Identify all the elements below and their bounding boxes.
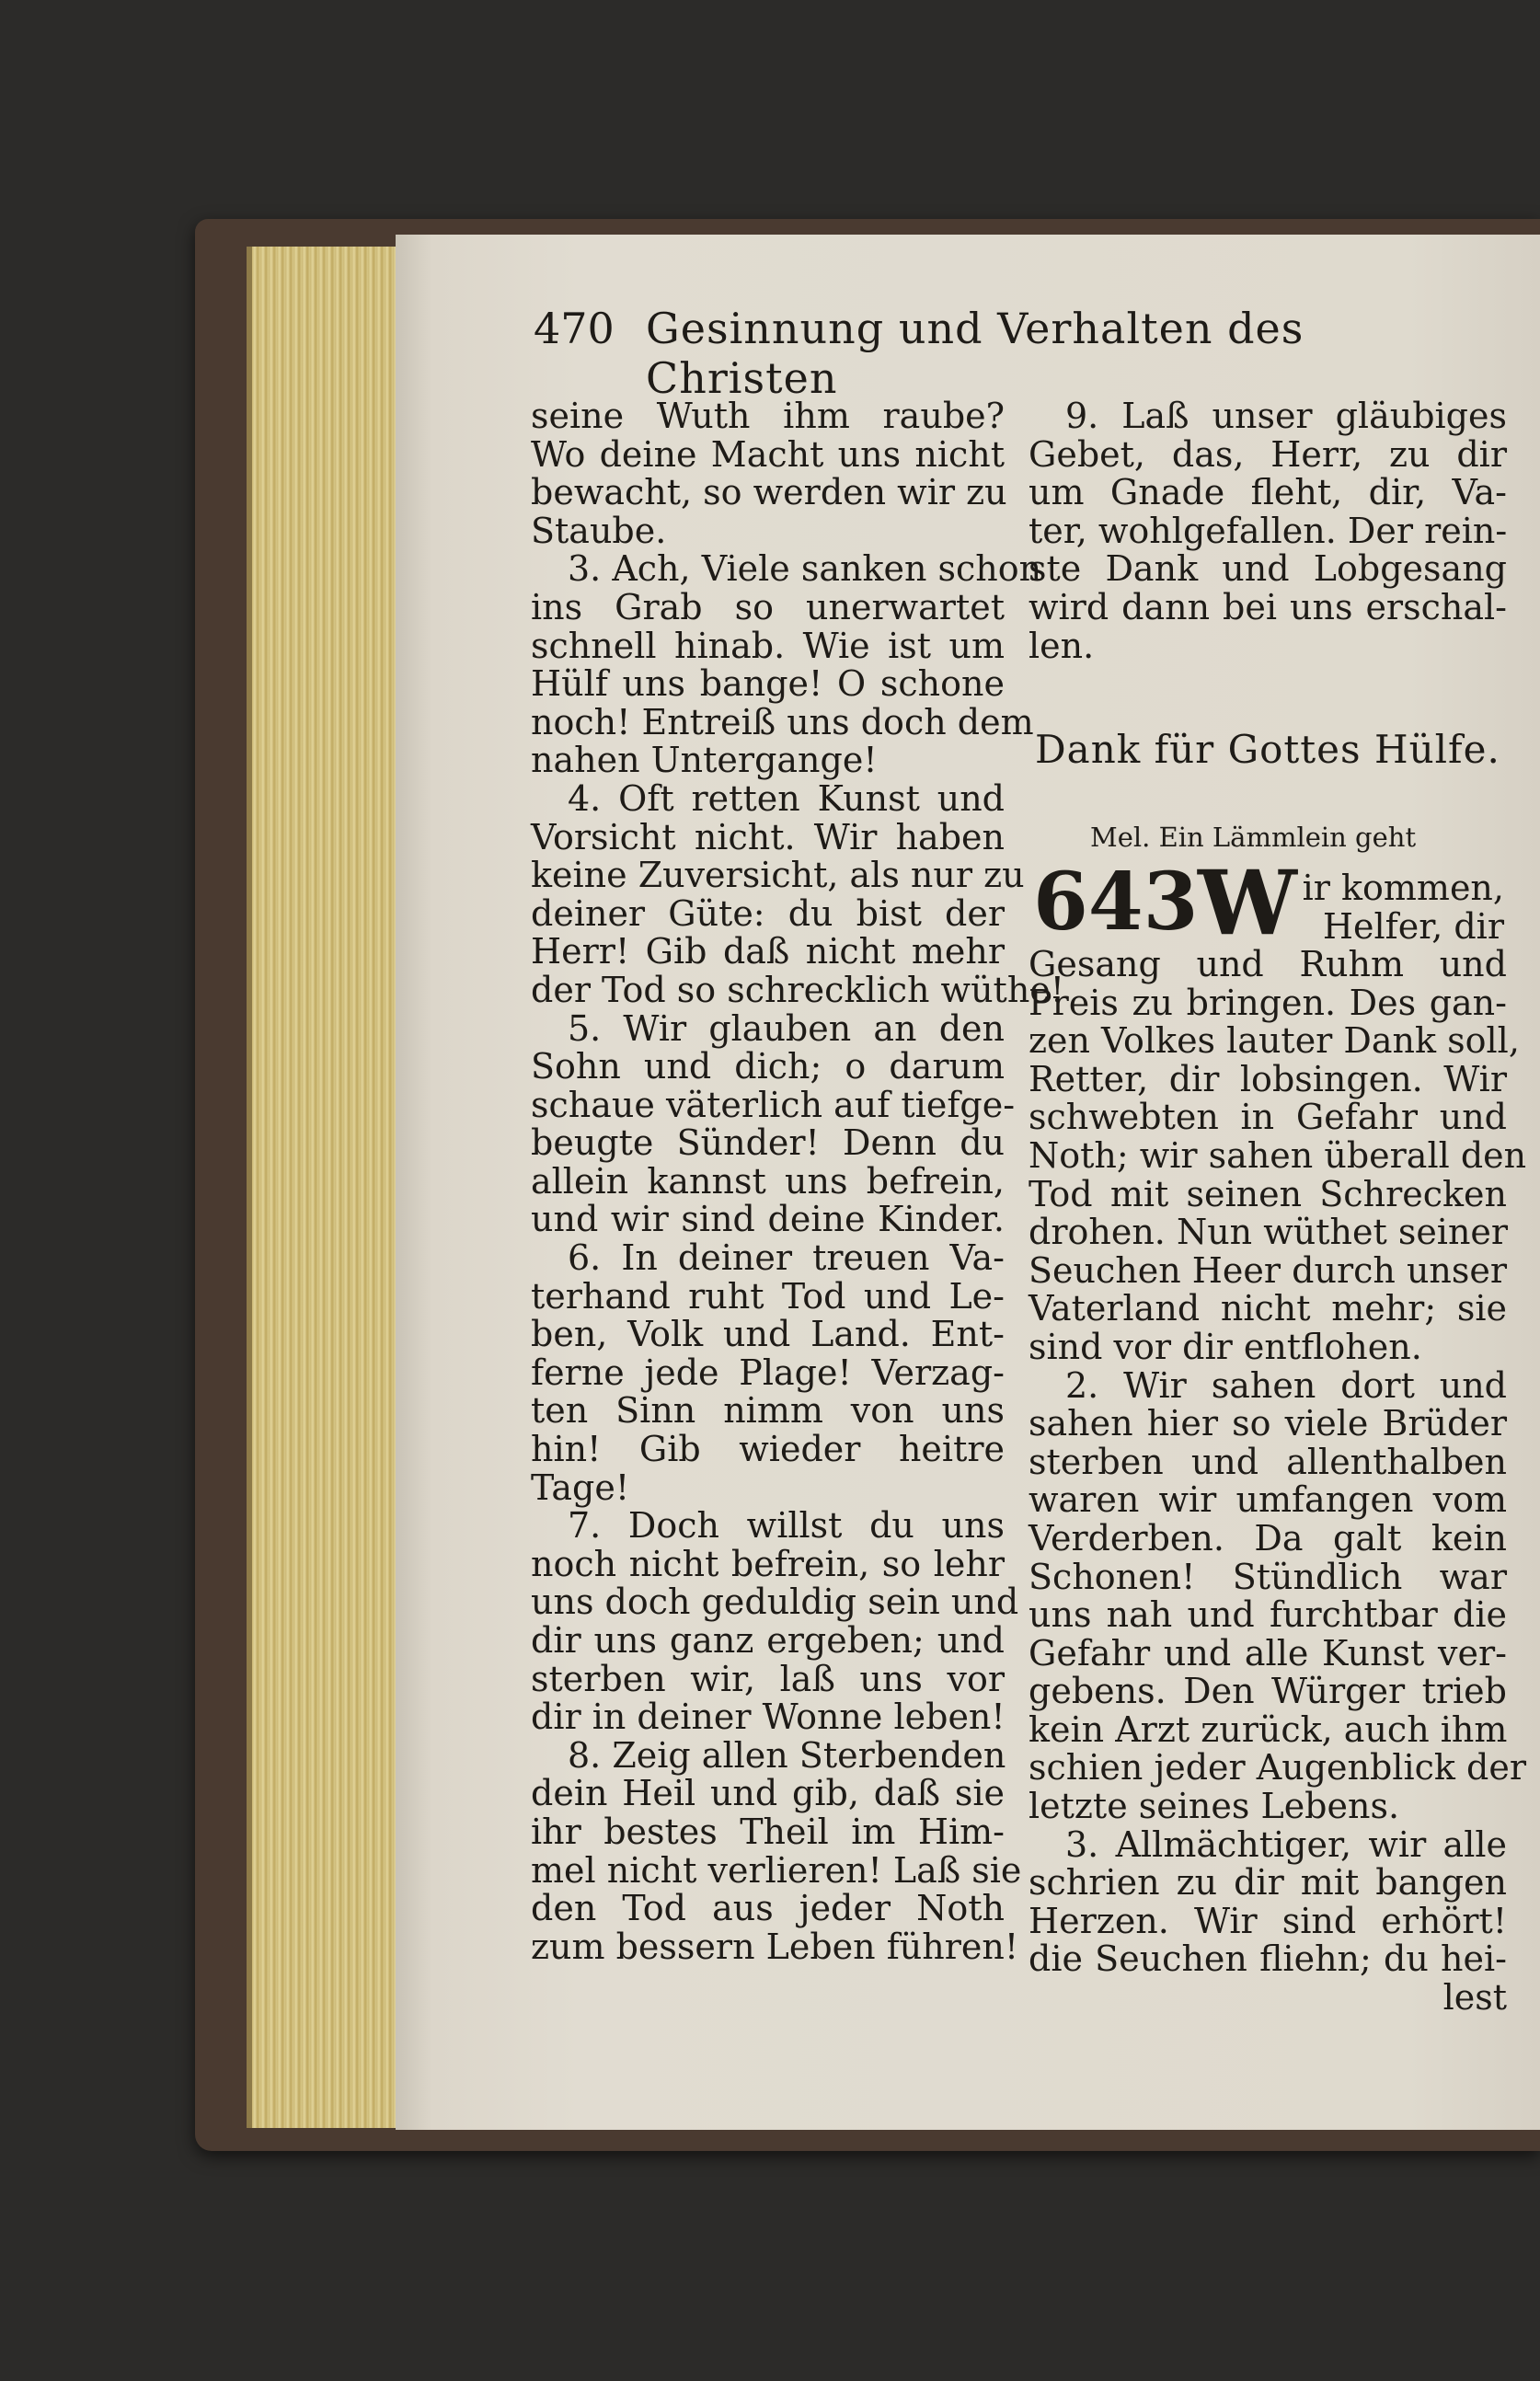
text-line: keine Zuversicht, als nur zu	[531, 855, 1025, 896]
page-edges	[247, 247, 401, 2128]
text-line: drohen. Nun wüthet seiner	[1029, 1212, 1509, 1253]
text-line: hin! Gib wieder heitre	[531, 1429, 1005, 1470]
text-line: uns doch geduldig sein und	[531, 1582, 1019, 1623]
section-heading: Dank für Gottes Hülfe.	[1035, 727, 1500, 772]
text-line: zen Volkes lauter Dank soll,	[1029, 1020, 1520, 1062]
text-line: gebens. Den Würger trieb	[1029, 1671, 1507, 1712]
text-line: wird dann bei uns erschal-	[1029, 586, 1507, 627]
right-column-top	[1029, 397, 1507, 665]
text-line: ben, Volk und Land. Ent-	[531, 1314, 1005, 1355]
text-line: letzte seines Lebens.	[1029, 1786, 1400, 1827]
text-line: Seuchen Heer durch unser	[1029, 1249, 1508, 1291]
drop-capital: W	[1198, 851, 1297, 955]
text-line: schrien zu dir mit bangen	[1029, 1862, 1507, 1904]
text-line: Wo deine Macht uns nicht	[531, 433, 1005, 475]
hymn-body	[1029, 944, 1527, 2019]
hymn-first-lines	[1283, 869, 1504, 946]
text-line: Verderben. Da galt kein	[1029, 1517, 1507, 1559]
text-line: schnell hinab. Wie ist um	[531, 625, 1005, 666]
text-line: waren wir umfangen vom	[1029, 1479, 1507, 1521]
text-line: Tage!	[531, 1467, 630, 1508]
text-line: um Gnade fleht, dir, Va-	[1029, 472, 1507, 513]
text-line: Vaterland nicht mehr; sie	[1029, 1288, 1507, 1329]
text-line: 7. Doch willst du uns	[568, 1505, 1005, 1547]
text-line: ins Grab so unerwartet	[531, 586, 1005, 627]
text-line: noch! Entreiß uns doch dem	[531, 701, 1034, 742]
text-line: beugte Sünder! Denn du	[531, 1122, 1005, 1164]
text-line: schaue väterlich auf tiefge-	[531, 1084, 1016, 1125]
text-line: die Seuchen fliehn; du hei-	[1029, 1938, 1507, 1980]
text-line: kein Arzt zurück, auch ihm	[1029, 1708, 1508, 1750]
text-line: Preis zu bringen. Des gan-	[1029, 982, 1507, 1023]
text-line: Retter, dir lobsingen. Wir	[1029, 1058, 1507, 1099]
text-line: Gesang und Ruhm und	[1029, 944, 1507, 984]
text-line: 9. Laß unser gläubiges	[1065, 396, 1507, 436]
text-line: den Tod aus jeder Noth	[531, 1888, 1005, 1929]
text-line: ihr bestes Theil im Him-	[531, 1811, 1005, 1852]
text-line: Helfer, dir	[1322, 905, 1504, 947]
text-line: bewacht, so werden wir zu	[531, 472, 1007, 513]
text-line: Sohn und dich; o darum	[531, 1046, 1005, 1087]
text-line: terhand ruht Tod und Le-	[531, 1275, 1005, 1317]
text-line: sterben und allenthalben	[1029, 1441, 1507, 1482]
text-line: allein kannst uns befrein,	[531, 1160, 1005, 1202]
text-line: sterben wir, laß uns vor	[531, 1658, 1005, 1699]
text-line: schwebten in Gefahr und	[1029, 1097, 1507, 1138]
text-line: dein Heil und gib, daß sie	[531, 1773, 1005, 1814]
text-line: dir in deiner Wonne leben!	[531, 1697, 1006, 1738]
text-line: und wir sind deine Kinder.	[531, 1199, 1005, 1240]
text-line: ter, wohlgefallen. Der rein-	[1029, 510, 1508, 551]
text-line: Gefahr und alle Kunst ver-	[1029, 1632, 1507, 1674]
text-line: Staube.	[531, 510, 667, 551]
text-line: mel nicht verlieren! Laß sie	[531, 1849, 1022, 1891]
text-line: Noth; wir sahen überall den	[1029, 1134, 1527, 1176]
text-line: nahen Untergange!	[531, 740, 878, 781]
text-line: uns nah und furchtbar die	[1029, 1594, 1507, 1636]
text-line: ir kommen,	[1302, 868, 1504, 908]
text-line: Herr! Gib daß nicht mehr	[531, 931, 1005, 972]
text-line: 3. Ach, Viele sanken schon	[568, 548, 1042, 590]
text-line: zum bessern Leben führen!	[531, 1926, 1019, 1967]
hymn-number: 643	[1033, 856, 1199, 949]
text-line: deiner Güte: du bist der	[531, 892, 1005, 934]
text-line: ten Sinn nimm von uns	[531, 1390, 1005, 1432]
text-line: 4. Oft retten Kunst und	[568, 777, 1005, 819]
left-column	[531, 396, 1065, 1967]
text-line: Vorsicht nicht. Wir haben	[531, 816, 1005, 857]
text-line: sind vor dir entflohen.	[1029, 1326, 1422, 1367]
catchword: lest	[1442, 1977, 1507, 2019]
text-line: 8. Zeig allen Sterbenden	[568, 1734, 1006, 1776]
text-line: noch nicht befrein, so lehr	[531, 1543, 1005, 1584]
text-line: Tod mit seinen Schrecken	[1029, 1173, 1507, 1214]
text-line: dir uns ganz ergeben; und	[531, 1620, 1005, 1661]
text-line: Schonen! Stündlich war	[1029, 1556, 1507, 1597]
text-line: 5. Wir glauben an den	[568, 1007, 1005, 1049]
running-head	[524, 304, 1490, 403]
text-line: Gebet, das, Herr, zu dir	[1029, 433, 1507, 475]
text-line: Hülf uns bange! O schone	[531, 663, 1005, 705]
text-line: schien jeder Augenblick der	[1029, 1747, 1526, 1789]
text-line: sahen hier so viele Brüder	[1029, 1403, 1507, 1444]
text-line: seine Wuth ihm raube?	[531, 396, 1005, 436]
page-title: Gesinnung und Verhalten des Christen	[646, 304, 1304, 403]
melody-note: Mel. Ein Lämmlein geht	[1090, 822, 1417, 853]
text-line: Herzen. Wir sind erhört!	[1029, 1900, 1507, 1941]
text-line: der Tod so schrecklich wüthe!	[531, 969, 1065, 1010]
text-line: ste Dank und Lobgesang	[1029, 548, 1507, 590]
text-line: ferne jede Plage! Verzag-	[531, 1352, 1005, 1393]
page-number: 470	[534, 304, 615, 353]
text-line: 6. In deiner treuen Va-	[568, 1237, 1005, 1279]
text-line: 3. Allmächtiger, wir alle	[1065, 1823, 1507, 1865]
text-line: 2. Wir sahen dort und	[1065, 1364, 1507, 1406]
text-line: len.	[1029, 625, 1095, 666]
